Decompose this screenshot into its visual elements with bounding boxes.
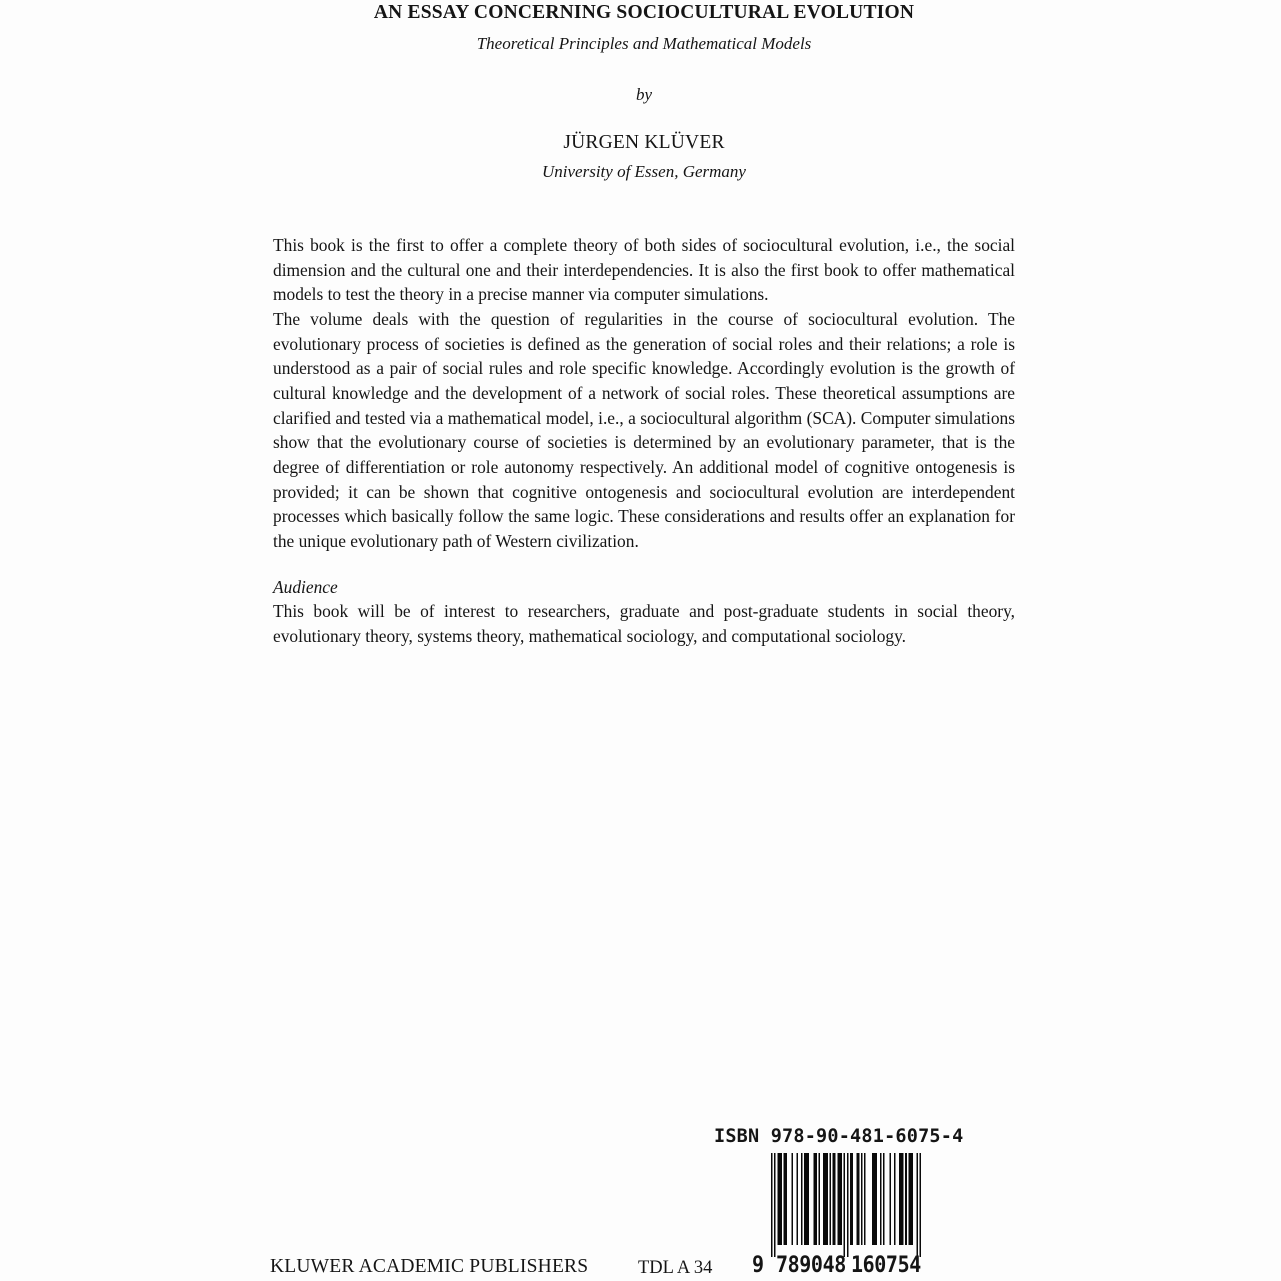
footer-code: TDL A 34 <box>638 1258 713 1278</box>
ean-barcode <box>752 1153 921 1278</box>
byline: by <box>635 85 653 104</box>
author-affiliation: University of Essen, Germany <box>542 162 746 181</box>
book-title: AN ESSAY CONCERNING SOCIOCULTURAL EVOLUTION <box>373 2 915 23</box>
barcode-digits-left-group: 789048 <box>776 1250 846 1278</box>
author-name: JÜRGEN KLÜVER <box>563 132 725 153</box>
barcode-digits-right-group: 160754 <box>851 1250 921 1278</box>
audience-paragraph: This book will be of interest to researchers, graduate and post-graduate students in social theory, evolutionary theory, systems theory, mathematical sociology, and computational sociology. <box>273 601 1015 646</box>
book-subtitle: Theoretical Principles and Mathematical Models <box>476 34 812 53</box>
barcode-digit-leading: 9 <box>752 1250 764 1278</box>
barcode-bars <box>771 1153 921 1257</box>
description-paragraph-2: The volume deals with the question of regularities in the course of sociocultural evolution. The evolutionary process of societies is defined as the generation of social roles and their relations; a role is understood as a pair of social rules and role specific knowledge. Accordingly evolution is the growth of cultural knowledge and the development of a network of social roles. These theoretical assumptions are clarified and tested via a mathematical model, i.e., a sociocultural algorithm (SCA). Computer simulations show that the evolutionary course of societies is determined by an evolutionary parameter, that is the degree of differentiation or role autonomy respectively. An additional model of cognitive ontogenesis is provided; it can be shown that cognitive ontogenesis and sociocultural evolution are interdependent processes which basically follow the same logic. These considerations and results offer an explanation for the unique evolutionary path of Western civilization. <box>273 308 1015 551</box>
isbn-label: ISBN 978-90-481-6075-4 <box>714 1126 964 1147</box>
publisher-name: KLUWER ACADEMIC PUBLISHERS <box>270 1256 589 1277</box>
description-section <box>273 233 1015 649</box>
description-paragraph-1: This book is the first to offer a complete theory of both sides of sociocultural evolution, i.e., the social dimension and the cultural one and their interdependencies. It is also the first book to offer mathematical models to test the theory in a precise manner via computer simulations. <box>273 235 1015 305</box>
audience-heading: Audience <box>273 576 338 597</box>
